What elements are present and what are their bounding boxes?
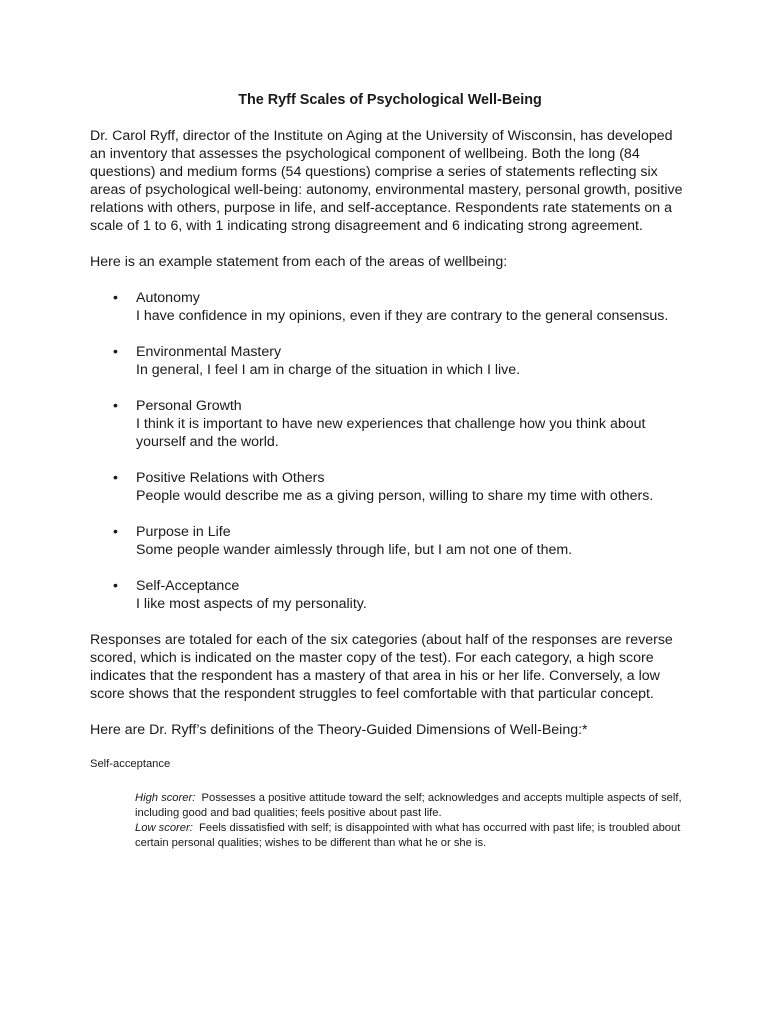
document-page: [90, 91, 690, 851]
document-title: The Ryff Scales of Psychological Well-Being: [238, 92, 542, 108]
area-statement: Some people wander aimlessly through life, but I am not one of them.: [136, 542, 573, 558]
area-statement: I like most aspects of my personality.: [136, 596, 367, 612]
bullet-icon: •: [113, 344, 118, 360]
low-scorer-definition: [135, 821, 690, 851]
low-scorer-text: Feels dissatisfied with self; is disappointed with what has occurred with past life; is troubled about certain personal qualities; wishes to be different than what he or she is.: [135, 822, 681, 849]
list-item: [90, 397, 690, 451]
dimension-heading: Self-acceptance: [90, 758, 171, 770]
bullet-icon: •: [113, 578, 118, 594]
area-name: Self-Acceptance: [136, 578, 240, 594]
list-item: [90, 577, 690, 613]
area-statement: I have confidence in my opinions, even if they are contrary to the general consensus.: [136, 308, 669, 324]
area-name: Environmental Mastery: [136, 344, 282, 360]
bullet-icon: •: [113, 524, 118, 540]
bullet-icon: •: [113, 398, 118, 414]
dimension-definition-block: [135, 791, 690, 851]
definitions-lead-paragraph: Here are Dr. Ryff’s definitions of the Theory-Guided Dimensions of Well-Being:*: [90, 722, 588, 738]
bullet-icon: •: [113, 290, 118, 306]
low-scorer-label: Low scorer:: [135, 822, 193, 834]
high-scorer-text: Possesses a positive attitude toward the self; acknowledges and accepts multiple aspects of self, including good and bad qualities; feels positive about past life.: [135, 792, 682, 819]
area-name: Personal Growth: [136, 398, 242, 414]
example-lead-paragraph: Here is an example statement from each of the areas of wellbeing:: [90, 254, 508, 270]
area-statement: People would describe me as a giving person, willing to share my time with others.: [136, 488, 654, 504]
area-statement: I think it is important to have new experiences that challenge how you think about yourself and the world.: [136, 416, 646, 450]
area-name: Autonomy: [136, 290, 200, 306]
scoring-paragraph: Responses are totaled for each of the six categories (about half of the responses are reverse scored, which is indicated on the master copy of the test). For each category, a high score indicates that the respondent has a mastery of that area in his or her life. Conversely, a low score shows that the respondent struggles to feel comfortable with that particular concept.: [90, 632, 673, 702]
areas-list: [90, 289, 690, 613]
high-scorer-label: High scorer:: [135, 792, 196, 804]
area-name: Purpose in Life: [136, 524, 231, 540]
list-item: [90, 469, 690, 505]
area-statement: In general, I feel I am in charge of the situation in which I live.: [136, 362, 521, 378]
list-item: [90, 343, 690, 379]
list-item: [90, 523, 690, 559]
list-item: [90, 289, 690, 325]
intro-paragraph: Dr. Carol Ryff, director of the Institute on Aging at the University of Wisconsin, has developed an inventory that assesses the psychological component of wellbeing. Both the long (84 questions) and medium forms (54 questions) comprise a series of statements reflecting six areas of psychological well-being: autonomy, environmental mastery, personal growth, positive relations with others, purpose in life, and self-acceptance. Respondents rate statements on a scale of 1 to 6, with 1 indicating strong disagreement and 6 indicating strong agreement.: [90, 128, 683, 234]
area-name: Positive Relations with Others: [136, 470, 325, 486]
high-scorer-definition: [135, 791, 690, 821]
bullet-icon: •: [113, 470, 118, 486]
